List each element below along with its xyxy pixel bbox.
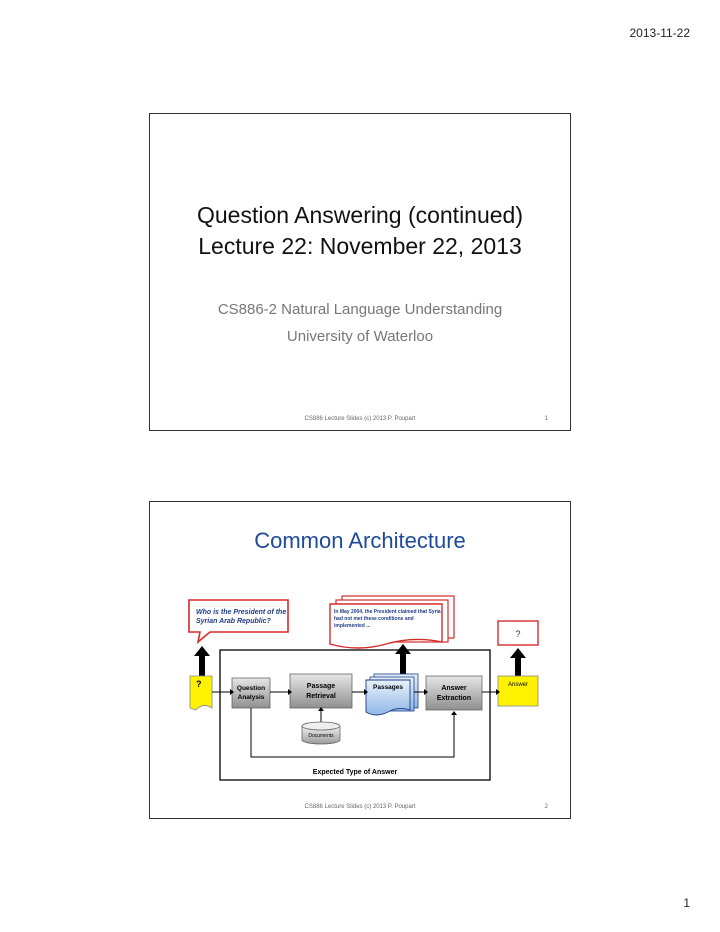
documents-label: Documents	[308, 733, 334, 739]
passage-retrieval-line-2: Retrieval	[306, 693, 336, 700]
question-callout-line-1: Who is the President of the	[196, 609, 287, 616]
slide-1-number: 1	[544, 416, 548, 422]
documents-database	[302, 722, 340, 744]
slide-1-subtitle	[150, 296, 570, 350]
answer-note-text: Answer	[507, 682, 529, 688]
title-line-1: Question Answering (continued)	[196, 202, 524, 228]
slide-1-title	[150, 200, 570, 262]
question-analysis-line-2: Analysis	[237, 694, 265, 701]
passages-label: Passages	[373, 684, 403, 691]
slide-1-footer: CS886 Lecture Slides (c) 2013 P. Poupart	[304, 416, 416, 422]
answer-note	[498, 676, 538, 706]
slide-2	[149, 501, 571, 819]
question-callout	[189, 600, 288, 642]
question-callout-line-2: Syrian Arab Republic?	[196, 618, 271, 625]
answer-extraction-box	[426, 676, 482, 710]
pipeline-frame	[220, 650, 490, 780]
subtitle-line-2: University of Waterloo	[286, 328, 434, 345]
passage-retrieval-line-1: Passage	[306, 683, 336, 690]
question-note	[190, 676, 212, 710]
answer-extraction-line-2: Extraction	[436, 695, 472, 702]
passages-stack	[366, 674, 418, 715]
passage-text-line-1: In May 2004, the President claimed that Syria	[334, 609, 441, 615]
slide-2-title: Common Architecture	[254, 528, 466, 553]
passage-retrieval-box	[290, 674, 352, 708]
passage-documents-stack	[330, 596, 454, 648]
answer-callout-text: ?	[515, 629, 521, 639]
question-analysis-line-1: Question	[236, 685, 266, 692]
question-analysis-box	[232, 678, 270, 708]
expected-type-label: Expected Type of Answer	[312, 769, 398, 776]
slide-1	[149, 113, 571, 431]
answer-callout	[498, 621, 538, 645]
slide-2-number: 2	[544, 804, 548, 810]
page-number: 1	[683, 896, 690, 910]
passage-text-line-2: had not met these conditions and	[334, 616, 414, 622]
subtitle-line-1: CS886-2 Natural Language Understanding	[217, 301, 503, 318]
slide-2-footer: CS886 Lecture Slides (c) 2013 P. Poupart	[304, 804, 416, 810]
question-note-text: ?	[196, 679, 202, 689]
answer-extraction-line-1: Answer	[441, 685, 467, 692]
architecture-diagram	[184, 592, 544, 792]
passage-text-line-3: implemented ...	[334, 623, 371, 629]
title-line-2: Lecture 22: November 22, 2013	[198, 233, 522, 259]
page-date: 2013-11-22	[629, 26, 690, 40]
